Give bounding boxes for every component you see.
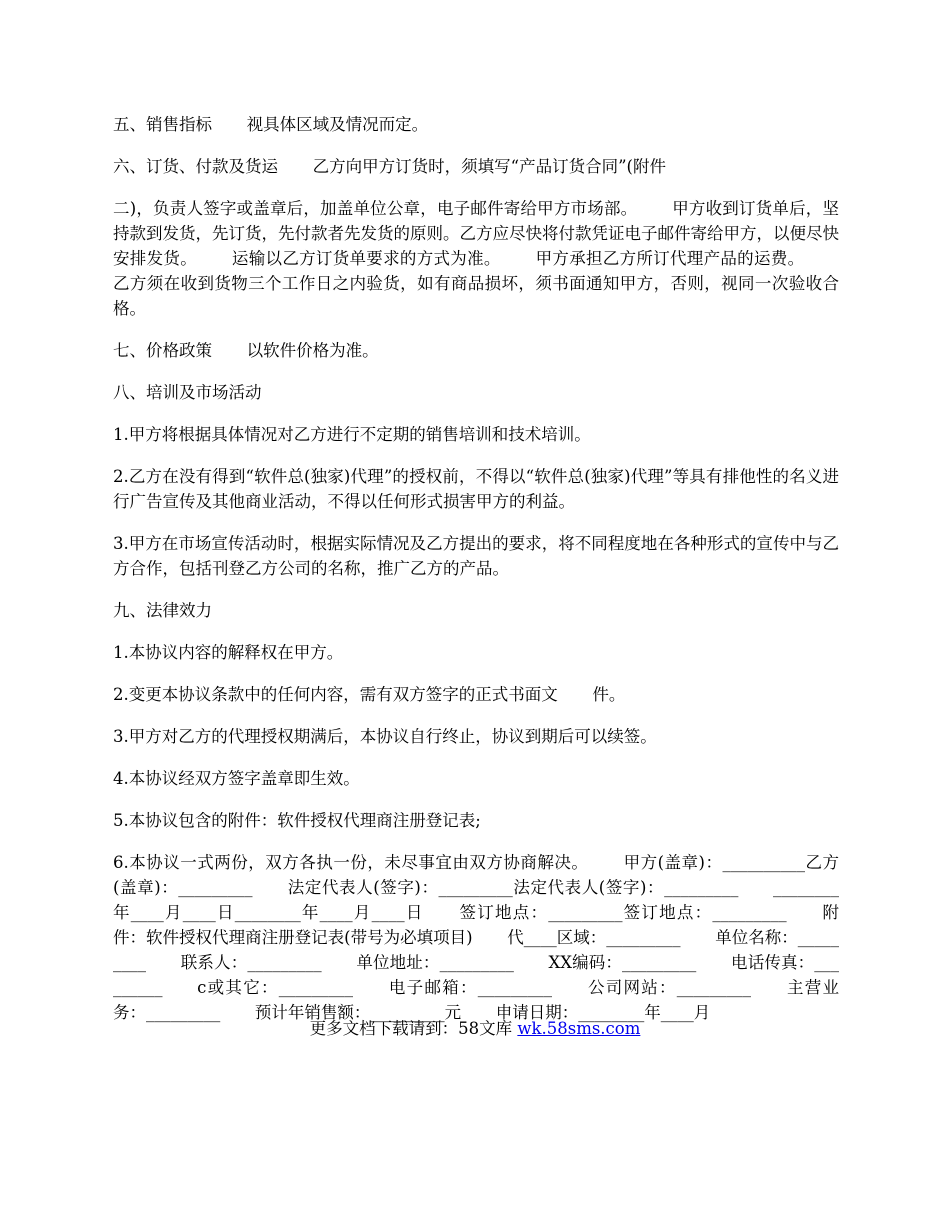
section-5-text: 视具体区域及情况而定。 (246, 115, 429, 134)
section-7 (113, 338, 839, 363)
section-6-text: 乙方向甲方订货时，须填写“产品订货合同”(附件 (312, 157, 666, 176)
form-region-field: 代____区域：_________ (507, 928, 681, 947)
form-apply-date-field: 申请日期：________年____月 (495, 1003, 711, 1022)
form-code-field: XX编码：_________ (548, 953, 697, 972)
section-8-item-1: 1.甲方将根据具体情况对乙方进行不定期的销售培训和技术培训。 (113, 425, 591, 444)
text-run: 乙方须在收到货物三个工作日之内验货，如有商品损坏，须书面通知甲方，否则，视同一次验收合格。 (113, 274, 839, 318)
section-8-item-2: 2.乙方在没有得到“软件总(独家)代理”的授权前，不得以“软件总(独家)代理”等具有排他性的名义进行广告宣传及其他商业活动，不得以任何形式损害甲方的利益。 (113, 467, 839, 511)
section-9-item-1: 1.本协议内容的解释权在甲方。 (113, 643, 344, 662)
form-business-field: 主营业务：_________ (113, 978, 840, 1022)
text-run: 件。 (592, 685, 626, 704)
form-address-field: 单位地址：_________ (356, 953, 514, 972)
form-website-field: 公司网站：_________ (586, 978, 752, 997)
form-fax-field: 电话传真：_________ (113, 953, 840, 997)
form-attachment-title: 附件：软件授权代理商注册登记表(带号为必填项目) (113, 903, 840, 947)
text-run: 2.变更本协议条款中的任何内容，需有双方签字的正式书面文 (113, 685, 558, 704)
section-9-item-4: 4.本协议经双方签字盖章即生效。 (113, 769, 360, 788)
section-5-heading: 五、销售指标 (113, 115, 212, 134)
section-7-text: 以软件价格为准。 (246, 341, 379, 360)
text-run: 甲方承担乙方所订代理产品的运费。 (535, 249, 805, 268)
form-sales-field: 预计年销售额：_________元 (254, 1003, 462, 1022)
section-9-heading: 九、法律效力 (113, 601, 212, 620)
form-date-fields: ________年____月____日________年____月____日 (113, 878, 840, 922)
text-run: 二)，负责人签字或盖章后，加盖单位公章，电子邮件寄给甲方市场部。 (113, 199, 638, 218)
footer (0, 1016, 950, 1041)
registration-form (113, 850, 839, 1025)
section-6-body (113, 196, 839, 321)
section-9-item-2 (113, 682, 839, 707)
footer-link[interactable]: wk.58sms.com (517, 1019, 641, 1038)
section-6-heading: 六、订货、付款及货运 (113, 157, 278, 176)
form-contact-field: 联系人：_________ (180, 953, 322, 972)
section-9-item-3: 3.甲方对乙方的代理授权期满后，本协议自行终止，协议到期后可以续签。 (113, 727, 657, 746)
section-6 (113, 154, 839, 179)
form-intro: 6.本协议一式两份，双方各执一份，未尽事宜由双方协商解决。 (113, 853, 589, 872)
form-seal-fields: 甲方(盖章)：__________乙方(盖章)：_________ (113, 853, 839, 897)
form-representative-fields: 法定代表人(签字)：_________法定代表人(签字)：_________ (287, 878, 739, 897)
form-email-field: 电子邮箱：_________ (387, 978, 553, 997)
form-location-fields: 签订地点：_________签订地点：_________ (458, 903, 787, 922)
form-other-field: c或其它：_________ (197, 978, 353, 997)
section-9-item-5: 5.本协议包含的附件：软件授权代理商注册登记表; (113, 811, 481, 830)
section-5 (113, 112, 839, 137)
section-7-heading: 七、价格政策 (113, 341, 212, 360)
section-8-heading: 八、培训及市场活动 (113, 383, 262, 402)
section-8-item-3: 3.甲方在市场宣传活动时，根据实际情况及乙方提出的要求，将不同程度地在各种形式的宣传中与乙方合作，包括刊登乙方公司的名称，推广乙方的产品。 (113, 534, 839, 578)
footer-text: 更多文档下载请到：58文库 (309, 1019, 513, 1038)
form-company-name-field: 单位名称：_________ (113, 928, 840, 972)
document-body (113, 112, 839, 1042)
text-run: 甲方收到订货单后，坚持款到发货，先订货，先付款者先发货的原则。乙方应尽快将付款凭证电子邮件寄给甲方，以便尽快安排发货。 (113, 199, 840, 268)
text-run: 运输以乙方订货单要求的方式为准。 (231, 249, 501, 268)
